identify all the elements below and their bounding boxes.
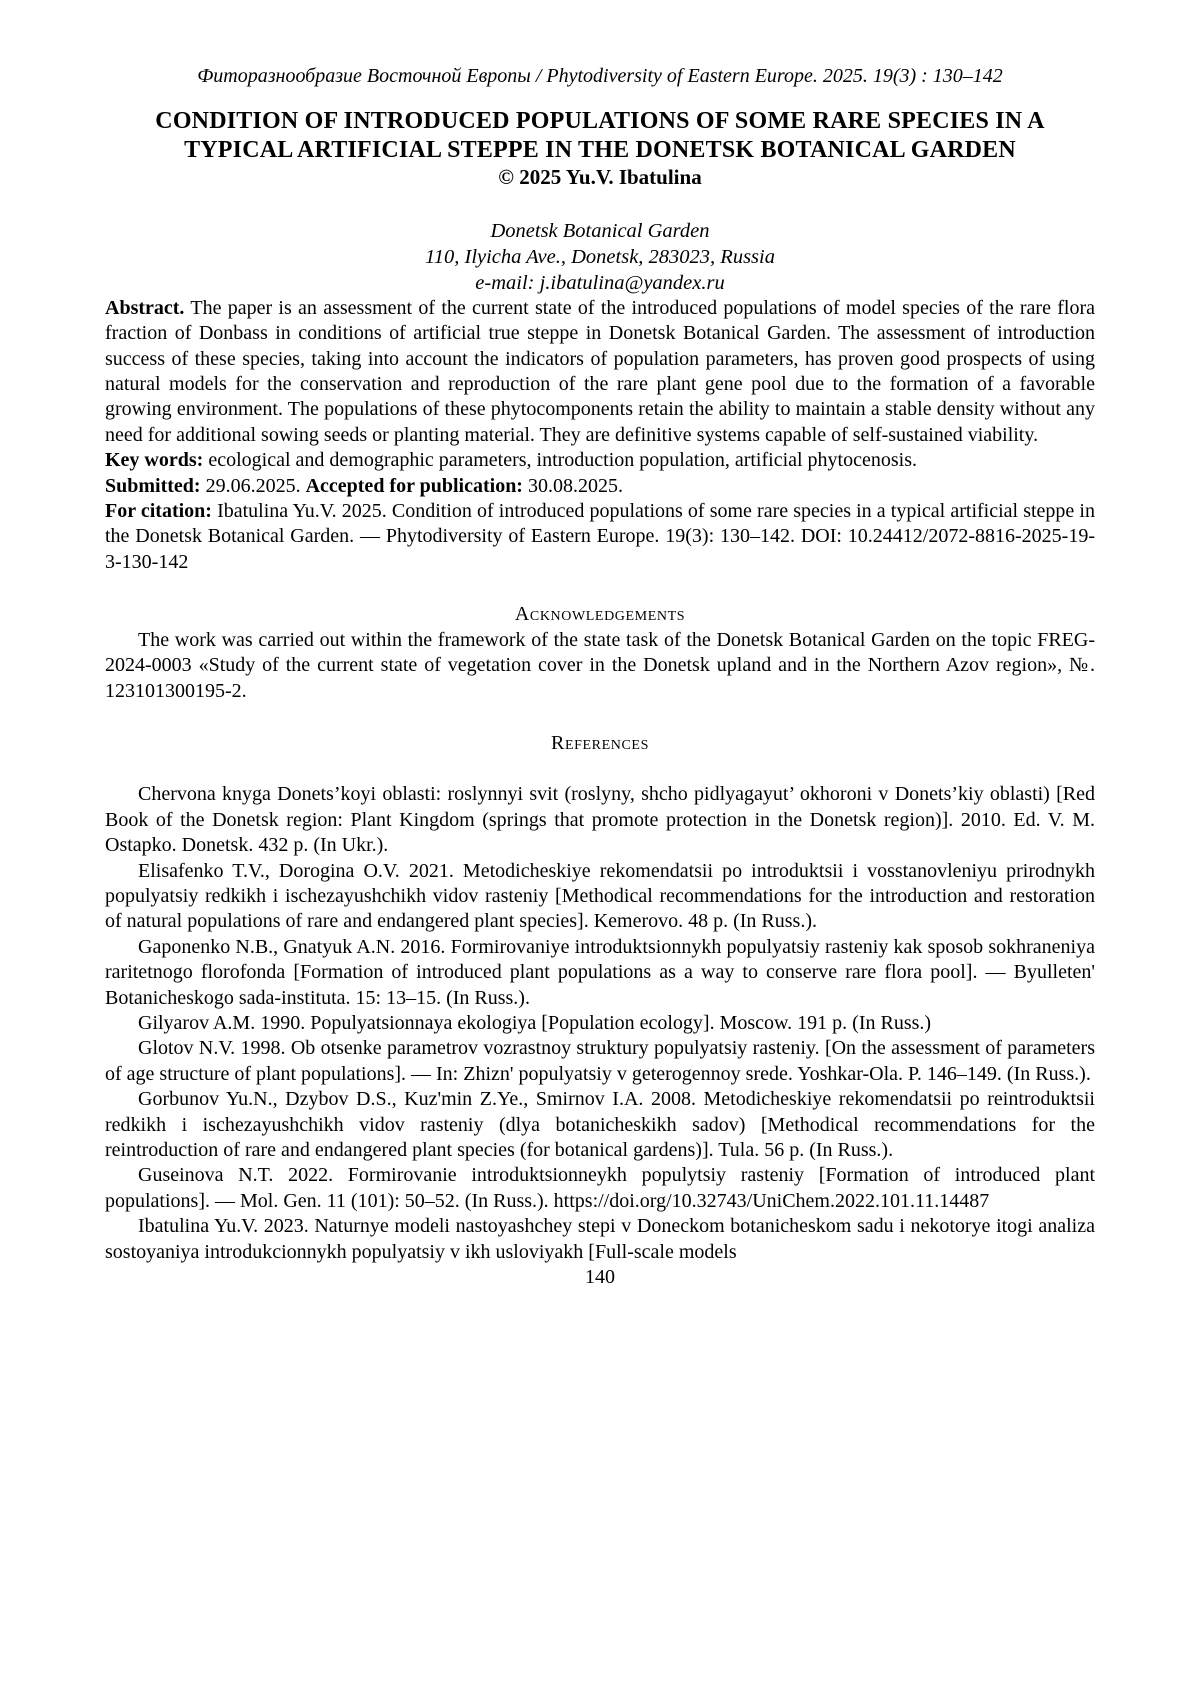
- affiliation-institution: Donetsk Botanical Garden: [490, 219, 710, 242]
- references-heading: References: [551, 731, 649, 754]
- page-number: 140: [585, 1266, 615, 1289]
- keywords-label: Key words:: [105, 449, 204, 472]
- abstract-text: The paper is an assessment of the current state of the introduced populations of model species of the rare flora fraction of Donbass in conditions of artificial true steppe in Donetsk Botanical Garden. The assessment of introduction success of these species, taking into account the indicators of population parameters, has proven good prospects of using natural models for the conservation and reproduction of the rare plant gene pool due to the formation of a favorable growing environment. The populations of these phytocomponents retain the ability to maintain a stable density without any need for additional sowing seeds or planting material. They are definitive systems capable of self-sustained viability.: [105, 296, 1095, 446]
- email-line: e-mail: j.ibatulina@yandex.ru: [475, 271, 725, 294]
- submitted-label: Submitted:: [105, 474, 201, 497]
- acknowledgements-text: The work was carried out within the framework of the state task of the Donetsk Botanical Garden on the topic FREG-2024-0003 «Study of the current state of vegetation cover in the Donetsk upland and in the Northern Azov region», №. 123101300195-2.: [105, 628, 1095, 702]
- reference-item: Guseinova N.T. 2022. Formirovanie introduktsionneykh populytsiy rasteniy [Formation of introduced plant populations]. — Mol. Gen. 11 (101): 50–52. (In Russ.). https://doi.org/10.32743/UniChem.2022.101.11.14487: [105, 1164, 1095, 1212]
- reference-item: Ibatulina Yu.V. 2023. Naturnye modeli nastoyashchey stepi v Doneckom botanicheskom sadu i nekotorye itogi analiza sostoyaniya introdukcionnykh populyatsiy v ikh usloviyakh [Full-scale models: [105, 1215, 1095, 1263]
- abstract-label: Abstract.: [105, 296, 185, 319]
- keywords-paragraph: [105, 448, 1095, 473]
- affiliation-address: 110, Ilyicha Ave., Donetsk, 283023, Russia: [425, 245, 775, 268]
- reference-item: Gorbunov Yu.N., Dzybov D.S., Kuz'min Z.Ye., Smirnov I.A. 2008. Metodicheskiye rekomendatsii po reintroduktsii redkikh i ischezayushchikh vidov rasteniy (dlya botanicheskikh sadov) [Methodical recommendations for the reintroduction of rare and endangered plant species (for botanical gardens)]. Tula. 56 p. (In Russ.).: [105, 1088, 1095, 1161]
- reference-item: Gilyarov A.M. 1990. Populyatsionnaya ekologiya [Population ecology]. Moscow. 191 p. (In Russ.): [138, 1011, 932, 1034]
- affiliation-block: [105, 218, 1095, 296]
- citation-text: Ibatulina Yu.V. 2025. Condition of introduced populations of some rare species in a typical artificial steppe in the Donetsk Botanical Garden. — Phytodiversity of Eastern Europe. 19(3): 130–142. DOI: 10.24412/2072-8816-2025-19-3-130-142: [105, 500, 1095, 573]
- accepted-date: 30.08.2025.: [522, 474, 623, 497]
- abstract-paragraph: [105, 296, 1095, 448]
- submitted-date: 29.06.2025.: [200, 474, 306, 497]
- reference-item: Glotov N.V. 1998. Ob otsenke parametrov vozrastnoy struktury populyatsiy rasteniy. [On the assessment of parameters of age structure of plant populations]. — In: Zhizn' populyatsiy v geterogennoy srede. Yoshkar-Ola. P. 146–149. (In Russ.).: [105, 1037, 1095, 1085]
- references-list: [105, 782, 1095, 1265]
- reference-item: Elisafenko T.V., Dorogina O.V. 2021. Metodicheskiye rekomendatsii po introduktsii i vosstanovleniyu prirodnykh populyatsiy redkikh i ischezayushchikh vidov rasteniy [Methodical recommendations for the introduction and restoration of natural populations of rare and endangered plant species]. Kemerovo. 48 p. (In Russ.).: [105, 859, 1095, 933]
- keywords-text: ecological and demographic parameters, introduction population, artificial phytocenosis.: [203, 449, 917, 472]
- acknowledgements-heading: Acknowledgements: [514, 603, 686, 626]
- journal-header: Фиторазнообразие Восточной Европы / Phytodiversity of Eastern Europe. 2025. 19(3) : 130–142: [197, 65, 1003, 87]
- accepted-label: Accepted for publication:: [305, 474, 523, 497]
- article-title: CONDITION OF INTRODUCED POPULATIONS OF SOME RARE SPECIES IN A TYPICAL ARTIFICIAL STEPPE IN THE DONETSK BOTANICAL GARDEN: [155, 108, 1045, 164]
- reference-item: Gaponenko N.B., Gnatyuk A.N. 2016. Formirovaniye introduktsionnykh populyatsiy rasteniy kak sposob sokhraneniya raritetnogo florofonda [Formation of introduced plant populations as a way to conserve rare flora pool]. — Byulleten' Botanicheskogo sada-instituta. 15: 13–15. (In Russ.).: [105, 935, 1095, 1009]
- dates-line: [105, 474, 1095, 499]
- copyright-line: © 2025 Yu.V. Ibatulina: [498, 165, 702, 190]
- citation-paragraph: [105, 499, 1095, 575]
- reference-item: Chervona knyga Donets’koyi oblasti: roslynnyi svit (roslyny, shcho pidlyagayut’ okhoroni v Donets’kiy oblasti) [Red Book of the Donetsk region: Plant Kingdom (springs that promote protection in the Donetsk region)]. 2010. Ed. V. M. Ostapko. Donetsk. 432 p. (In Ukr.).: [105, 783, 1095, 857]
- citation-label: For citation:: [105, 500, 212, 523]
